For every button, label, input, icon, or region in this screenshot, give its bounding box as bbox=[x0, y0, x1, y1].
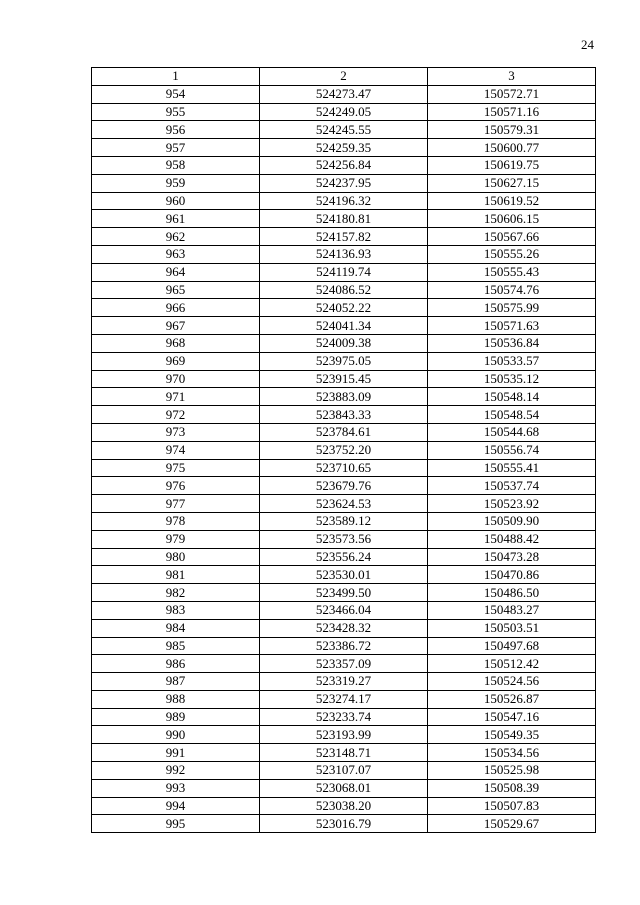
y-coordinate-cell: 150572.71 bbox=[428, 85, 596, 103]
x-coordinate-cell: 524119.74 bbox=[260, 263, 428, 281]
x-coordinate-cell: 523679.76 bbox=[260, 477, 428, 495]
y-coordinate-cell: 150574.76 bbox=[428, 281, 596, 299]
point-number-cell: 968 bbox=[92, 334, 260, 352]
table-row bbox=[92, 584, 596, 602]
y-coordinate-cell: 150473.28 bbox=[428, 548, 596, 566]
point-number-cell: 979 bbox=[92, 530, 260, 548]
point-number-cell: 958 bbox=[92, 156, 260, 174]
y-coordinate-cell: 150470.86 bbox=[428, 566, 596, 584]
x-coordinate-cell: 524136.93 bbox=[260, 245, 428, 263]
y-coordinate-cell: 150486.50 bbox=[428, 584, 596, 602]
table-row bbox=[92, 352, 596, 370]
x-coordinate-cell: 523784.61 bbox=[260, 423, 428, 441]
point-number-cell: 993 bbox=[92, 779, 260, 797]
point-number-cell: 973 bbox=[92, 423, 260, 441]
y-coordinate-cell: 150627.15 bbox=[428, 174, 596, 192]
point-number-cell: 965 bbox=[92, 281, 260, 299]
y-coordinate-cell: 150547.16 bbox=[428, 708, 596, 726]
y-coordinate-cell: 150523.92 bbox=[428, 495, 596, 513]
x-coordinate-cell: 524157.82 bbox=[260, 228, 428, 246]
x-coordinate-cell: 523499.50 bbox=[260, 584, 428, 602]
point-number-cell: 966 bbox=[92, 299, 260, 317]
x-coordinate-cell: 524086.52 bbox=[260, 281, 428, 299]
table-row bbox=[92, 655, 596, 673]
x-coordinate-cell: 523107.07 bbox=[260, 762, 428, 780]
table-row bbox=[92, 566, 596, 584]
table-row bbox=[92, 477, 596, 495]
y-coordinate-cell: 150509.90 bbox=[428, 512, 596, 530]
y-coordinate-cell: 150526.87 bbox=[428, 690, 596, 708]
y-coordinate-cell: 150555.41 bbox=[428, 459, 596, 477]
x-coordinate-cell: 523357.09 bbox=[260, 655, 428, 673]
x-coordinate-cell: 523530.01 bbox=[260, 566, 428, 584]
point-number-cell: 954 bbox=[92, 85, 260, 103]
point-number-cell: 982 bbox=[92, 584, 260, 602]
table-row bbox=[92, 762, 596, 780]
column-header-2: 2 bbox=[260, 68, 428, 86]
y-coordinate-cell: 150619.52 bbox=[428, 192, 596, 210]
x-coordinate-cell: 523016.79 bbox=[260, 815, 428, 833]
x-coordinate-cell: 523193.99 bbox=[260, 726, 428, 744]
y-coordinate-cell: 150534.56 bbox=[428, 744, 596, 762]
x-coordinate-cell: 524196.32 bbox=[260, 192, 428, 210]
x-coordinate-cell: 523319.27 bbox=[260, 673, 428, 691]
point-number-cell: 961 bbox=[92, 210, 260, 228]
point-number-cell: 963 bbox=[92, 245, 260, 263]
point-number-cell: 992 bbox=[92, 762, 260, 780]
y-coordinate-cell: 150619.75 bbox=[428, 156, 596, 174]
table-row bbox=[92, 299, 596, 317]
point-number-cell: 994 bbox=[92, 797, 260, 815]
table-row bbox=[92, 139, 596, 157]
point-number-cell: 990 bbox=[92, 726, 260, 744]
point-number-cell: 957 bbox=[92, 139, 260, 157]
table-row bbox=[92, 85, 596, 103]
table-row bbox=[92, 797, 596, 815]
point-number-cell: 960 bbox=[92, 192, 260, 210]
x-coordinate-cell: 524237.95 bbox=[260, 174, 428, 192]
table-row bbox=[92, 512, 596, 530]
x-coordinate-cell: 523915.45 bbox=[260, 370, 428, 388]
table-row bbox=[92, 708, 596, 726]
x-coordinate-cell: 523556.24 bbox=[260, 548, 428, 566]
y-coordinate-cell: 150524.56 bbox=[428, 673, 596, 691]
point-number-cell: 986 bbox=[92, 655, 260, 673]
table-row bbox=[92, 334, 596, 352]
table-row bbox=[92, 317, 596, 335]
y-coordinate-cell: 150536.84 bbox=[428, 334, 596, 352]
y-coordinate-cell: 150497.68 bbox=[428, 637, 596, 655]
y-coordinate-cell: 150571.16 bbox=[428, 103, 596, 121]
point-number-cell: 991 bbox=[92, 744, 260, 762]
table-row bbox=[92, 673, 596, 691]
point-number-cell: 989 bbox=[92, 708, 260, 726]
y-coordinate-cell: 150507.83 bbox=[428, 797, 596, 815]
table-row bbox=[92, 530, 596, 548]
point-number-cell: 984 bbox=[92, 619, 260, 637]
y-coordinate-cell: 150548.54 bbox=[428, 406, 596, 424]
table-row bbox=[92, 210, 596, 228]
y-coordinate-cell: 150512.42 bbox=[428, 655, 596, 673]
point-number-cell: 970 bbox=[92, 370, 260, 388]
table-row bbox=[92, 619, 596, 637]
point-number-cell: 981 bbox=[92, 566, 260, 584]
x-coordinate-cell: 523233.74 bbox=[260, 708, 428, 726]
x-coordinate-cell: 524249.05 bbox=[260, 103, 428, 121]
table-row bbox=[92, 459, 596, 477]
y-coordinate-cell: 150555.26 bbox=[428, 245, 596, 263]
table-row bbox=[92, 495, 596, 513]
point-number-cell: 972 bbox=[92, 406, 260, 424]
x-coordinate-cell: 524180.81 bbox=[260, 210, 428, 228]
point-number-cell: 980 bbox=[92, 548, 260, 566]
y-coordinate-cell: 150579.31 bbox=[428, 121, 596, 139]
x-coordinate-cell: 523883.09 bbox=[260, 388, 428, 406]
table-row bbox=[92, 637, 596, 655]
y-coordinate-cell: 150533.57 bbox=[428, 352, 596, 370]
table-row bbox=[92, 370, 596, 388]
table-row bbox=[92, 174, 596, 192]
x-coordinate-cell: 523752.20 bbox=[260, 441, 428, 459]
x-coordinate-cell: 523038.20 bbox=[260, 797, 428, 815]
table-row bbox=[92, 690, 596, 708]
y-coordinate-cell: 150567.66 bbox=[428, 228, 596, 246]
table-row bbox=[92, 228, 596, 246]
point-number-cell: 959 bbox=[92, 174, 260, 192]
table-row bbox=[92, 601, 596, 619]
table-row bbox=[92, 423, 596, 441]
x-coordinate-cell: 524273.47 bbox=[260, 85, 428, 103]
point-number-cell: 962 bbox=[92, 228, 260, 246]
table-row bbox=[92, 441, 596, 459]
x-coordinate-cell: 523975.05 bbox=[260, 352, 428, 370]
y-coordinate-cell: 150606.15 bbox=[428, 210, 596, 228]
x-coordinate-cell: 524259.35 bbox=[260, 139, 428, 157]
table-row bbox=[92, 121, 596, 139]
table-row bbox=[92, 103, 596, 121]
y-coordinate-cell: 150571.63 bbox=[428, 317, 596, 335]
x-coordinate-cell: 523148.71 bbox=[260, 744, 428, 762]
x-coordinate-cell: 523573.56 bbox=[260, 530, 428, 548]
table-row bbox=[92, 779, 596, 797]
x-coordinate-cell: 523274.17 bbox=[260, 690, 428, 708]
table-row bbox=[92, 263, 596, 281]
y-coordinate-cell: 150537.74 bbox=[428, 477, 596, 495]
column-header-1: 1 bbox=[92, 68, 260, 86]
y-coordinate-cell: 150575.99 bbox=[428, 299, 596, 317]
y-coordinate-cell: 150555.43 bbox=[428, 263, 596, 281]
x-coordinate-cell: 523589.12 bbox=[260, 512, 428, 530]
table-row bbox=[92, 156, 596, 174]
point-number-cell: 983 bbox=[92, 601, 260, 619]
point-number-cell: 985 bbox=[92, 637, 260, 655]
x-coordinate-cell: 523466.04 bbox=[260, 601, 428, 619]
point-number-cell: 978 bbox=[92, 512, 260, 530]
table-row bbox=[92, 726, 596, 744]
table-body bbox=[92, 85, 596, 832]
table-row bbox=[92, 548, 596, 566]
point-number-cell: 969 bbox=[92, 352, 260, 370]
point-number-cell: 956 bbox=[92, 121, 260, 139]
table-row bbox=[92, 744, 596, 762]
point-number-cell: 971 bbox=[92, 388, 260, 406]
table-header-row bbox=[92, 68, 596, 86]
point-number-cell: 987 bbox=[92, 673, 260, 691]
x-coordinate-cell: 523843.33 bbox=[260, 406, 428, 424]
y-coordinate-cell: 150483.27 bbox=[428, 601, 596, 619]
coordinates-table bbox=[91, 67, 596, 833]
y-coordinate-cell: 150525.98 bbox=[428, 762, 596, 780]
y-coordinate-cell: 150544.68 bbox=[428, 423, 596, 441]
point-number-cell: 988 bbox=[92, 690, 260, 708]
column-header-3: 3 bbox=[428, 68, 596, 86]
point-number-cell: 964 bbox=[92, 263, 260, 281]
y-coordinate-cell: 150508.39 bbox=[428, 779, 596, 797]
table-row bbox=[92, 388, 596, 406]
point-number-cell: 967 bbox=[92, 317, 260, 335]
x-coordinate-cell: 523068.01 bbox=[260, 779, 428, 797]
y-coordinate-cell: 150556.74 bbox=[428, 441, 596, 459]
point-number-cell: 975 bbox=[92, 459, 260, 477]
y-coordinate-cell: 150548.14 bbox=[428, 388, 596, 406]
y-coordinate-cell: 150488.42 bbox=[428, 530, 596, 548]
table-row bbox=[92, 192, 596, 210]
y-coordinate-cell: 150549.35 bbox=[428, 726, 596, 744]
point-number-cell: 974 bbox=[92, 441, 260, 459]
x-coordinate-cell: 523428.32 bbox=[260, 619, 428, 637]
x-coordinate-cell: 523624.53 bbox=[260, 495, 428, 513]
point-number-cell: 955 bbox=[92, 103, 260, 121]
y-coordinate-cell: 150535.12 bbox=[428, 370, 596, 388]
x-coordinate-cell: 524256.84 bbox=[260, 156, 428, 174]
table-row bbox=[92, 815, 596, 833]
x-coordinate-cell: 524052.22 bbox=[260, 299, 428, 317]
x-coordinate-cell: 524245.55 bbox=[260, 121, 428, 139]
table-row bbox=[92, 406, 596, 424]
x-coordinate-cell: 524041.34 bbox=[260, 317, 428, 335]
point-number-cell: 995 bbox=[92, 815, 260, 833]
y-coordinate-cell: 150529.67 bbox=[428, 815, 596, 833]
x-coordinate-cell: 524009.38 bbox=[260, 334, 428, 352]
y-coordinate-cell: 150600.77 bbox=[428, 139, 596, 157]
x-coordinate-cell: 523710.65 bbox=[260, 459, 428, 477]
table-row bbox=[92, 245, 596, 263]
page-number: 24 bbox=[581, 37, 594, 52]
point-number-cell: 976 bbox=[92, 477, 260, 495]
table-row bbox=[92, 281, 596, 299]
x-coordinate-cell: 523386.72 bbox=[260, 637, 428, 655]
y-coordinate-cell: 150503.51 bbox=[428, 619, 596, 637]
point-number-cell: 977 bbox=[92, 495, 260, 513]
